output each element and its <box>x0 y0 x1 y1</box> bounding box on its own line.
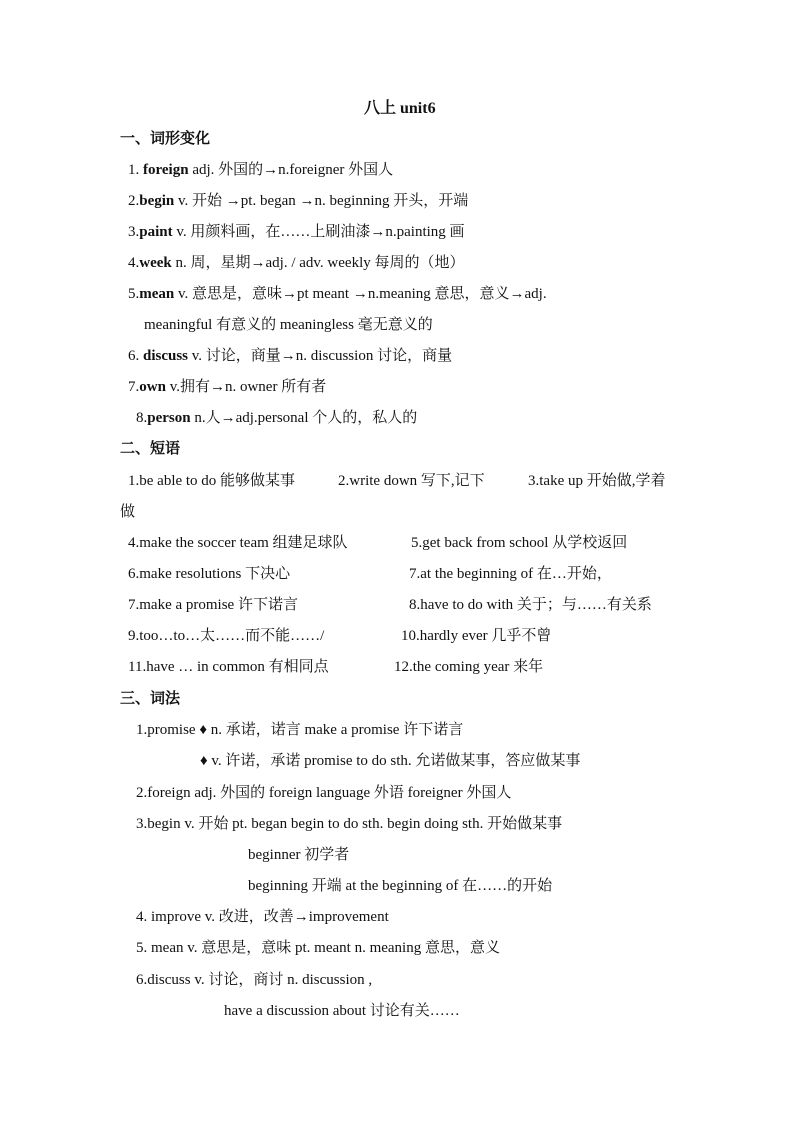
vocab-item-1: 1. foreign adj. 外国的→n.foreigner 外国人 <box>128 162 394 178</box>
phrase-item-9: 8.have to do with 关于；与……有关系 <box>409 597 652 613</box>
phrase-item-4: 4.make the soccer team 组建足球队 <box>128 535 348 551</box>
phrase-item-6: 6.make resolutions 下决心 <box>128 566 291 582</box>
usage-item-5: 5. mean v. 意思是，意味 pt. meant n. meaning 意思，意义 <box>136 940 500 956</box>
phrase-item-11: 10.hardly ever 几乎不曾 <box>401 628 552 644</box>
phrase-item-3-continued: 做 <box>120 504 136 520</box>
usage-item-2: 2.foreign adj. 外国的 foreign language 外语 foreigner 外国人 <box>136 785 512 801</box>
phrase-item-7: 7.at the beginning of 在…开始， <box>409 566 612 582</box>
usage-item-3-beginning: beginning 开端 at the beginning of 在……的开始 <box>248 878 553 894</box>
phrase-item-8: 7.make a promise 许下诺言 <box>128 597 298 613</box>
phrase-item-2: 2.write down 写下,记下 <box>338 473 485 489</box>
vocab-item-5-continued: meaningful 有意义的 meaningless 毫无意义的 <box>144 317 433 333</box>
phrase-item-3: 3.take up 开始做,学着 <box>528 473 666 489</box>
phrase-item-10: 9.too…to…太……而不能……/ <box>128 628 325 644</box>
vocab-item-8: 8.person n.人→adj.personal 个人的，私人的 <box>136 410 418 426</box>
usage-item-1-verb: ♦ v. 许诺，承诺 promise to do sth. 允诺做某事，答应做某事 <box>200 753 581 769</box>
usage-item-6: 6.discuss v. 讨论，商讨 n. discussion , <box>136 972 373 988</box>
vocab-item-6: 6. discuss v. 讨论，商量→n. discussion 讨论，商量 <box>128 348 453 364</box>
vocab-item-7: 7.own v.拥有→n. owner 所有者 <box>128 379 327 395</box>
page-title: 八上 unit6 <box>364 100 436 117</box>
phrase-item-5: 5.get back from school 从学校返回 <box>411 535 628 551</box>
vocab-item-2: 2.begin v. 开始 →pt. began →n. beginning 开头，开端 <box>128 193 469 209</box>
usage-item-6-continued: have a discussion about 讨论有关…… <box>224 1003 460 1019</box>
phrase-item-13: 12.the coming year 来年 <box>394 659 544 675</box>
usage-item-4: 4. improve v. 改进，改善→improvement <box>136 909 389 925</box>
section-heading-word-forms: 一、词形变化 <box>120 131 211 147</box>
vocab-item-5: 5.mean v. 意思是，意味→pt meant →n.meaning 意思，意义→adj. <box>128 286 547 302</box>
usage-item-1: 1.promise ♦ n. 承诺，诺言 make a promise 许下诺言 <box>136 722 464 738</box>
section-heading-usage: 三、词法 <box>120 691 181 707</box>
phrase-item-12: 11.have … in common 有相同点 <box>128 659 329 675</box>
phrase-item-1: 1.be able to do 能够做某事 <box>128 473 296 489</box>
section-heading-phrases: 二、短语 <box>120 441 181 457</box>
vocab-item-3: 3.paint v. 用颜料画，在……上刷油漆→n.painting 画 <box>128 224 465 240</box>
vocab-item-4: 4.week n. 周，星期→adj. / adv. weekly 每周的（地） <box>128 255 465 271</box>
usage-item-3-beginner: beginner 初学者 <box>248 847 350 863</box>
usage-item-3: 3.begin v. 开始 pt. began begin to do sth. begin doing sth. 开始做某事 <box>136 816 563 832</box>
